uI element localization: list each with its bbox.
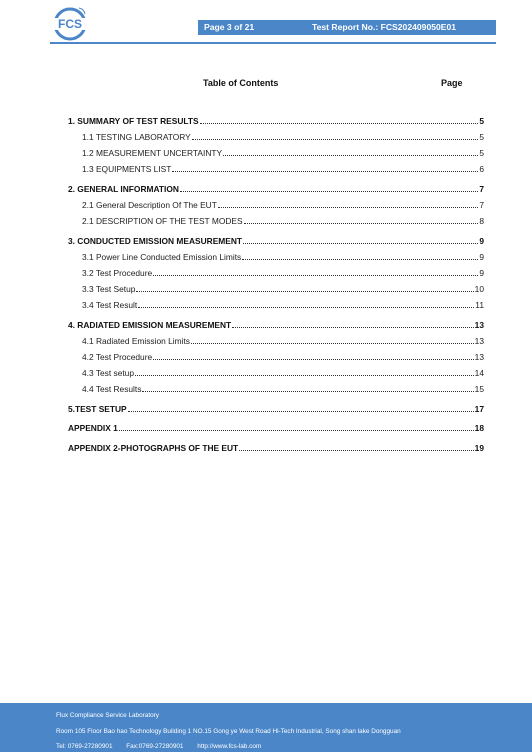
header-divider [50,42,496,44]
toc-entry[interactable] [82,162,484,174]
toc-leader-dots [153,358,474,360]
footer-contact [56,743,273,750]
toc-page-heading: Page [441,78,463,88]
toc-entry[interactable] [68,402,484,414]
toc-entry-label: 3.2 Test Procedure [82,268,153,278]
toc-entry[interactable] [82,146,484,158]
toc-entry-label: 1.1 TESTING LABORATORY [82,132,191,142]
toc-leader-dots [223,154,478,156]
toc-leader-dots [135,374,474,376]
toc-leader-dots [239,449,474,451]
toc-leader-dots [128,410,474,412]
toc-entry-page: 8 [479,216,484,226]
toc-entry-label: 5.TEST SETUP [68,404,127,414]
toc-leader-dots [200,122,479,124]
fcs-logo [48,6,92,42]
toc-entry-page: 13 [474,336,484,346]
toc-entry[interactable] [82,298,484,310]
svg-text:FCS: FCS [58,17,82,31]
toc-entry-page: 13 [474,352,484,362]
toc-entry-page: 14 [474,368,484,378]
footer-address: Room 105 Floor Bao hao Technology Building 1 NO.15 Gong ye West Road Hi-Tech Industrial, Song shan lake Dongguan [56,728,401,735]
toc-leader-dots [242,258,478,260]
toc-leader-dots [180,190,478,192]
toc-entry-label: 3. CONDUCTED EMISSION MEASUREMENT [68,236,243,246]
toc-entry-page: 5 [479,148,484,158]
page-header [0,0,532,46]
toc-entry-page: 10 [474,284,484,294]
footer-lab-name: Flux Compliance Service Laboratory [56,712,160,719]
toc-entry[interactable] [82,250,484,262]
toc-entry[interactable] [82,130,484,142]
toc-entry-label: 2.1 General Description Of The EUT [82,200,217,210]
toc-entry[interactable] [68,318,484,330]
toc-entry[interactable] [82,198,484,210]
toc-entry[interactable] [68,441,484,453]
toc-entry[interactable] [68,234,484,246]
toc-entry-label: 3.1 Power Line Conducted Emission Limits [82,252,242,262]
toc-entry[interactable] [68,114,484,126]
footer-web[interactable]: http://www.fcs-lab.com [197,743,262,750]
toc-entry[interactable] [82,282,484,294]
toc-entry-page: 6 [479,164,484,174]
toc-title: Table of Contents [203,78,279,88]
toc-leader-dots [153,274,478,276]
toc-entry-page: 5 [479,132,484,142]
toc-entry[interactable] [82,350,484,362]
toc-entry[interactable] [82,334,484,346]
header-bar [198,20,496,35]
toc-entry[interactable] [82,382,484,394]
toc-leader-dots [218,206,478,208]
footer-fax: Fax:0769-27280901 [126,743,184,750]
toc-leader-dots [142,390,473,392]
toc-entry-page: 7 [479,200,484,210]
toc-entry-label: 4.2 Test Procedure [82,352,153,362]
toc-entry-label: 4.1 Radiated Emission Limits [82,336,190,346]
toc-entry-label: 2.1 DESCRIPTION OF THE TEST MODES [82,216,243,226]
toc-entry-page: 13 [474,320,484,330]
toc-leader-dots [244,222,479,224]
toc-entry-label: 1.3 EQUIPMENTS LIST [82,164,172,174]
page-footer [0,703,532,752]
toc-leader-dots [243,242,478,244]
toc-entry-label: APPENDIX 1 [68,423,118,433]
toc-leader-dots [192,138,479,140]
toc-entry-page: 19 [474,443,484,453]
page-number: Page 3 of 21 [204,22,255,32]
toc-entry-page: 15 [474,384,484,394]
toc-entry-page: 9 [479,252,484,262]
toc-leader-dots [232,326,474,328]
toc-entry[interactable] [68,421,484,433]
toc-entry[interactable] [68,182,484,194]
toc-entry[interactable] [82,366,484,378]
toc-entry-page: 17 [474,404,484,414]
toc-entry-page: 7 [479,184,484,194]
toc-entry[interactable] [82,214,484,226]
toc-leader-dots [191,342,474,344]
toc-entry-label: 4.4 Test Results [82,384,142,394]
toc-leader-dots [136,290,473,292]
toc-leader-dots [138,306,474,308]
toc-entry-label: 3.4 Test Result [82,300,138,310]
report-number: Test Report No.: FCS202409050E01 [312,22,457,32]
footer-tel: Tel: 0769-27280901 [56,743,113,750]
toc-entry-label: 1.2 MEASUREMENT UNCERTAINTY [82,148,223,158]
toc-entry-page: 18 [474,423,484,433]
toc-entry-label: 2. GENERAL INFORMATION [68,184,179,194]
toc-entry-page: 11 [475,300,484,310]
toc-entry-label: 4. RADIATED EMISSION MEASUREMENT [68,320,232,330]
toc-leader-dots [119,429,474,431]
toc-entry[interactable] [82,266,484,278]
toc-entry-page: 5 [479,116,484,126]
toc-entry-page: 9 [479,236,484,246]
toc-entry-page: 9 [479,268,484,278]
toc-entry-label: 1. SUMMARY OF TEST RESULTS [68,116,199,126]
toc-entry-label: 4.3 Test setup [82,368,134,378]
toc-entry-label: 3.3 Test Setup [82,284,136,294]
toc-entry-label: APPENDIX 2-PHOTOGRAPHS OF THE EUT [68,443,239,453]
toc-leader-dots [172,170,478,172]
